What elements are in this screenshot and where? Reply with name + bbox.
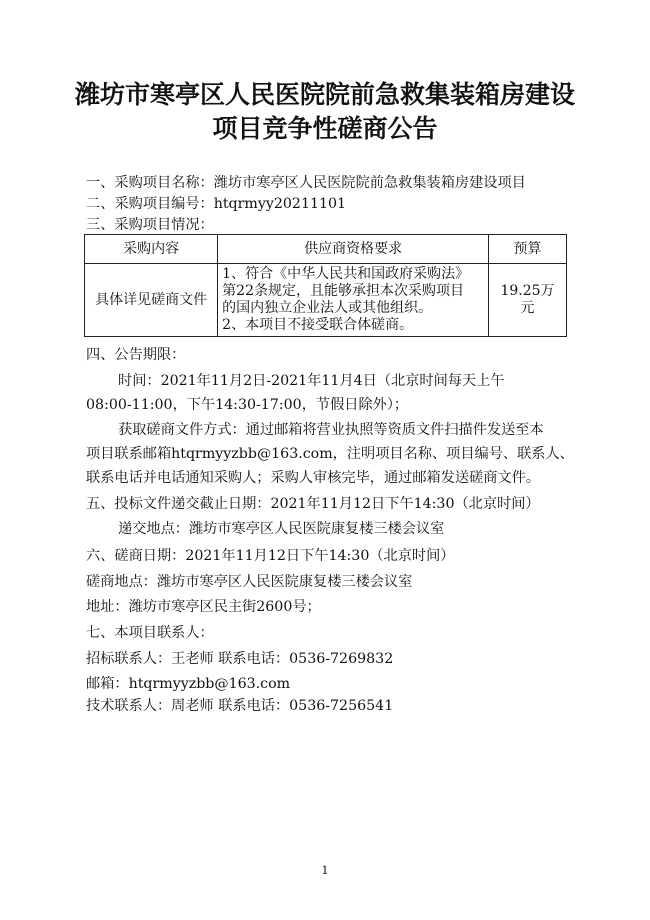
section-2-project-number: 二、采购项目编号：htqrmyy20211101 — [86, 196, 347, 212]
table-header-content: 采购内容 — [85, 235, 218, 264]
section-3-heading: 三、采购项目情况： — [86, 217, 214, 233]
table-header-budget: 预算 — [489, 235, 567, 264]
contact-1: 招标联系人：王老师 联系电话：0536-7269832 — [86, 651, 394, 667]
document-title-line-1: 潍坊市寒亭区人民医院院前急救集装箱房建设 — [74, 80, 575, 109]
obtain-line-3: 联系电话并电话通知采购人；采购人审核完毕，通过邮箱发送磋商文件。 — [86, 470, 541, 486]
table-cell-requirements — [218, 264, 489, 337]
budget-line: 元 — [520, 300, 535, 316]
obtain-line-1: 获取磋商文件方式：通过邮箱将营业执照等资质文件扫描件发送至本 — [118, 422, 544, 438]
time-line-1: 时间：2021年11月2日-2021年11月4日（北京时间每天上午 — [118, 373, 505, 389]
document-title-line-2: 项目竞争性磋商公告 — [212, 114, 438, 143]
budget-line: 19.25万 — [500, 283, 555, 299]
table-cell-content: 具体详见磋商文件 — [85, 264, 218, 337]
email: 邮箱：htqrmyyzbb@163.com — [86, 676, 291, 692]
contact-2: 技术联系人：周老师 联系电话：0536-7256541 — [86, 698, 394, 714]
table-header-row — [85, 235, 567, 264]
obtain-line-2: 项目联系邮箱htqrmyyzbb@163.com，注明项目名称、项目编号、联系人、 — [86, 446, 574, 462]
requirement-line: 2、本项目不接受联合体磋商。 — [222, 317, 414, 333]
requirement-line: 1、符合《中华人民共和国政府采购法》 — [222, 266, 470, 282]
negotiation-place: 磋商地点：潍坊市寒亭区人民医院康复楼三楼会议室 — [86, 574, 413, 590]
section-4-heading: 四、公告期限： — [86, 347, 186, 363]
submit-place: 递交地点：潍坊市寒亭区人民医院康复楼三楼会议室 — [118, 521, 445, 537]
table-header-requirements: 供应商资格要求 — [218, 235, 489, 264]
section-6-negotiation-date: 六、磋商日期：2021年11月12日下午14:30（北京时间） — [86, 548, 455, 564]
section-5-deadline: 五、投标文件递交截止日期：2021年11月12日下午14:30（北京时间） — [86, 496, 540, 512]
page-number: 1 — [321, 864, 329, 877]
procurement-table — [84, 234, 567, 337]
time-line-2: 08:00-11:00，下午14:30-17:00，节假日除外）； — [86, 397, 409, 413]
section-7-contacts-heading: 七、本项目联系人： — [86, 625, 214, 641]
requirement-line: 第22条规定，且能够承担本次采购项目 — [222, 283, 464, 299]
address: 地址：潍坊市寒亭区民主街2600号； — [86, 599, 321, 615]
table-row — [85, 264, 567, 337]
requirement-line: 的国内独立企业法人或其他组织。 — [222, 300, 433, 316]
table-cell-budget — [489, 264, 567, 337]
section-1-project-name: 一、采购项目名称：潍坊市寒亭区人民医院院前急救集装箱房建设项目 — [86, 175, 526, 191]
